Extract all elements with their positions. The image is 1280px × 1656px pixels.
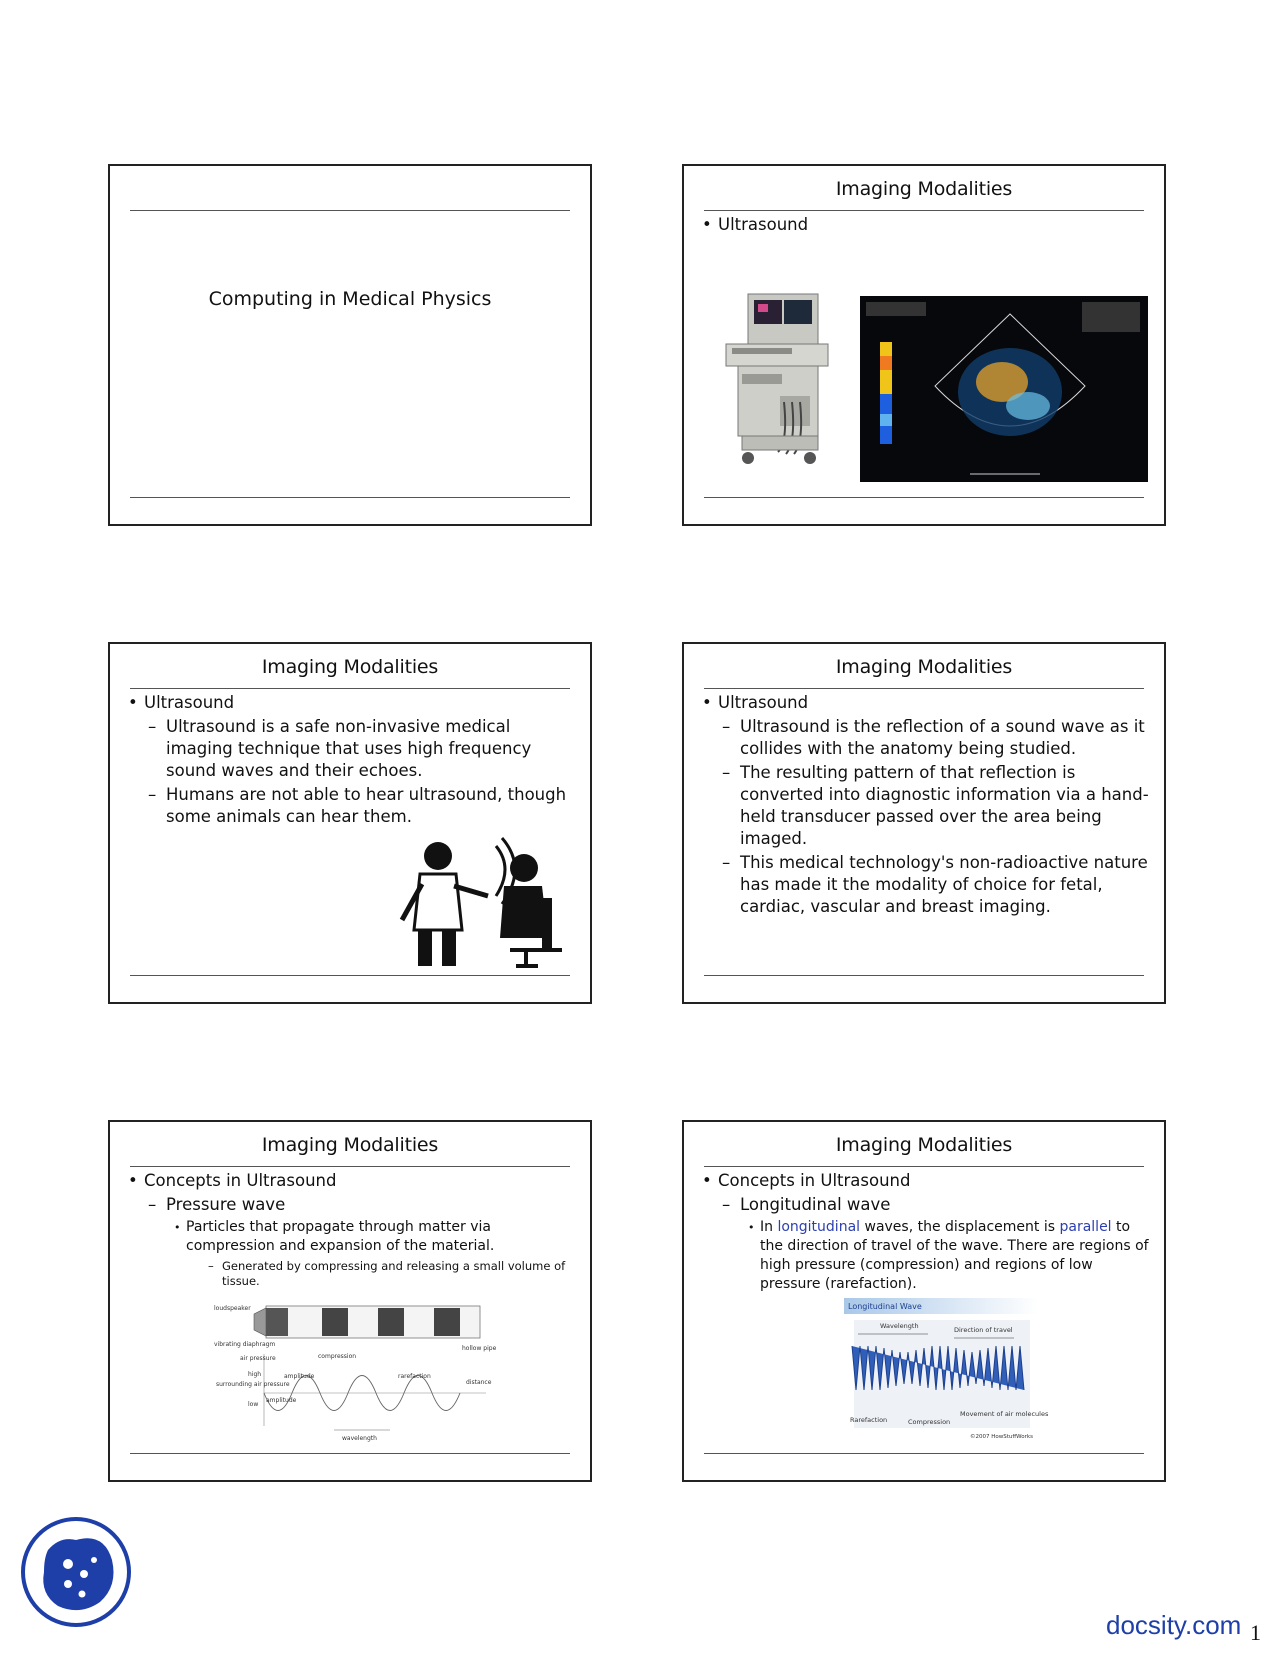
slide-body [698, 1170, 1152, 1294]
text-segment: waves, the displacement is [860, 1219, 1060, 1235]
label-air-pressure: air pressure [240, 1355, 276, 1362]
label-low: low [248, 1401, 259, 1408]
figure-credit: ©2007 HowStuffWorks [970, 1434, 1033, 1440]
sub-bullet-item: – This medical technology's non-radioactive nature has made it the modality of choice for fetal, cardiac, vascular and breast imaging. [722, 853, 1148, 916]
slide-2 [682, 164, 1166, 526]
sub-bullet-item: – Ultrasound is a safe non-invasive medical imaging technique that uses high frequency sound waves and their echoes. [148, 717, 532, 780]
doppler-ultrasound-image [860, 296, 1148, 482]
docsity-logo-icon [20, 1516, 132, 1628]
sub-bullet-text: Longitudinal wave [740, 1195, 891, 1214]
sub-bullet-text: Ultrasound is a safe non-invasive medical imaging technique that uses high frequency sound waves and their echoes. [166, 717, 532, 780]
sub-bullet-text: Ultrasound is the reflection of a sound wave as it collides with the anatomy being studied. [740, 717, 1145, 758]
bullet-item: • Ultrasound [698, 214, 1152, 236]
slide-6 [682, 1120, 1166, 1482]
label-wavelength: Wavelength [880, 1322, 919, 1330]
label-compression: Compression [908, 1418, 951, 1426]
slide-footer-rule [704, 975, 1144, 976]
slide-footer-rule [130, 1453, 570, 1454]
docsity-brand-link[interactable]: docsity.com [1106, 1610, 1242, 1640]
slide-footer-rule [704, 497, 1144, 498]
pressure-wave-diagram [214, 1298, 514, 1446]
sub-bullet-text: The resulting pattern of that reflection is converted into diagnostic information via a hand-held transducer passed over the area being imaged. [740, 763, 1149, 848]
slide-header-rule [704, 210, 1144, 211]
sub-bullet-item: – Humans are not able to hear ultrasound, though some animals can hear them. [148, 785, 567, 826]
sub-bullet-item: – The resulting pattern of that reflection is converted into diagnostic information via a hand-held transducer passed over the area being imaged. [722, 763, 1149, 848]
slide-header-rule [130, 1166, 570, 1167]
slide-5 [108, 1120, 592, 1482]
slide-title-text: Computing in Medical Physics [208, 288, 492, 310]
slide-1 [108, 164, 592, 526]
slide-title: Imaging Modalities [835, 178, 1013, 200]
label-high: high [248, 1371, 262, 1378]
sub-bullet-item: – Pressure wave [148, 1195, 286, 1214]
ultrasound-machine-image [718, 292, 830, 468]
label-rarefaction: rarefaction [398, 1373, 431, 1380]
sub-bullet-text: Humans are not able to hear ultrasound, though some animals can hear them. [166, 785, 567, 826]
slide-header-rule [130, 210, 570, 211]
slide-header-rule [704, 1166, 1144, 1167]
slide-4 [682, 642, 1166, 1004]
label-hollow-pipe: hollow pipe [462, 1345, 497, 1352]
sub-bullet-text: Pressure wave [166, 1195, 286, 1214]
sub-bullet-item: – Longitudinal wave [722, 1195, 891, 1214]
slide-body [124, 1170, 578, 1289]
bullet-item: • Ultrasound [698, 692, 1152, 714]
sub-sub-sub-bullet-text: Generated by compressing and releasing a small volume of tissue. [222, 1259, 566, 1288]
label-compression: compression [318, 1353, 357, 1360]
text-segment: In [760, 1219, 778, 1235]
label-vibrating-diaphragm: vibrating diaphragm [214, 1341, 276, 1348]
text-segment: to the direction of travel of the wave. There are regions of high pressure (compression) and regions of low pressure (rarefaction). [760, 1219, 1149, 1292]
label-distance: distance [466, 1379, 492, 1386]
label-rarefaction: Rarefaction [850, 1416, 888, 1424]
label-surrounding-air-pressure: surrounding air pressure [216, 1381, 290, 1388]
bullet-item: • Concepts in Ultrasound [124, 1170, 578, 1192]
longitudinal-wave-diagram [844, 1298, 1049, 1446]
slide-body [698, 692, 1152, 918]
sub-sub-sub-bullet-item: – Generated by compressing and releasing a small volume of tissue. [208, 1259, 566, 1288]
slide-title: Imaging Modalities [835, 656, 1013, 678]
sub-bullet-text: This medical technology's non-radioactive nature has made it the modality of choice for fetal, cardiac, vascular and breast imaging. [740, 853, 1148, 916]
label-amplitude-top: amplitude [284, 1373, 315, 1380]
label-direction-of-travel: Direction of travel [954, 1326, 1013, 1334]
highlight-term: parallel [1059, 1219, 1112, 1235]
slide-footer-rule [130, 975, 570, 976]
highlight-term: longitudinal [777, 1219, 861, 1235]
sub-bullet-item: – Ultrasound is the reflection of a sound wave as it collides with the anatomy being studied. [722, 717, 1145, 758]
slide-header-rule [704, 688, 1144, 689]
slide-title: Imaging Modalities [261, 656, 439, 678]
page-number: 1 [1250, 1620, 1261, 1645]
label-loudspeaker: loudspeaker [214, 1305, 251, 1312]
longitudinal-wave-header: Longitudinal Wave [848, 1302, 922, 1311]
sub-sub-bullet-item [698, 1218, 1152, 1294]
hearing-test-clipart [392, 838, 568, 968]
slide-3 [108, 642, 592, 1004]
bullet-item: • Ultrasound [124, 692, 578, 714]
label-amplitude-bottom: amplitude [266, 1397, 297, 1404]
slide-footer-rule [704, 1453, 1144, 1454]
slide-title: Imaging Modalities [261, 1134, 439, 1156]
slide-body [698, 214, 1152, 236]
slide-footer-rule [130, 497, 570, 498]
slide-header-rule [130, 688, 570, 689]
bullet-item: • Concepts in Ultrasound [698, 1170, 1152, 1192]
slide-title: Imaging Modalities [835, 1134, 1013, 1156]
label-movement-of-air-molecules: Movement of air molecules [960, 1410, 1049, 1418]
sub-sub-bullet-item: • Particles that propagate through matter via compression and expansion of the material. [124, 1218, 578, 1256]
slide-body [124, 692, 578, 828]
label-wavelength: wavelength [342, 1435, 377, 1442]
